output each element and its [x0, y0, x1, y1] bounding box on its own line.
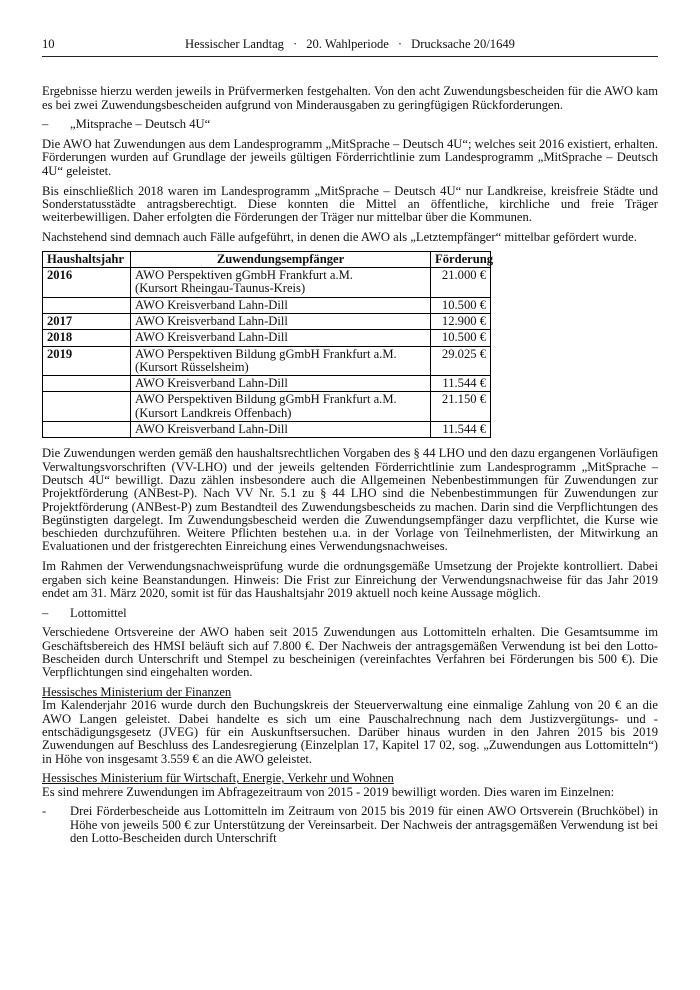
paragraph-pruefvermerke: Ergebnisse hierzu werden jeweils in Prüfvermerken festgehalten. Von den acht Zuwendungsbescheiden für die AWO kam es bei zwei Zuwendungsbescheiden aufgrund von Minderausgaben zu geringfügigen Rückforderungen.	[42, 84, 658, 112]
list-text-foerderbescheide: Drei Förderbescheide aus Lottomitteln im Zeitraum von 2015 bis 2019 für einen AWO Ortsverein (Bruchköbel) in Höhe von jeweils 500 € zur Unterstützung der Vereinsarbeit. Der Nachweis der antragsgemäßen Verwendung ist bei den Lotto-Bescheiden durch Unterschrift	[70, 804, 658, 846]
table-row	[43, 422, 491, 438]
cell-amount: 11.544 €	[431, 376, 491, 392]
cell-recipient	[131, 422, 431, 438]
cell-recipient	[131, 392, 431, 422]
recipient-line: AWO Kreisverband Lahn-Dill	[135, 330, 288, 345]
list-item-mitsprache	[42, 118, 658, 131]
paragraph-gemaess-lho: Die Zuwendungen werden gemäß den haushaltsrechtlichen Vorgaben des § 44 LHO und den dazu ergangenen Vorläufigen Verwaltungsvorschriften (VV-LHO) und der jeweils geltenden Förderrichtlinie zum Landesprogramm „MitSprache – Deutsch 4U“ bewilligt. Dazu zählen insbesondere auch die Allgemeinen Nebenbestimmungen für Zuwendungen zur Projektförderung (ANBest-P). Nach VV Nr. 5.1 zu § 44 LHO sind die Nebenbestimmungen für Zuwendungen zur Projektförderung (ANBest-P) zum Bestandteil des Zuwendungsbescheids zu machen. Darin sind die Verpflichtungen des Begünstigten dargelegt. Im Zuwendungsbescheid werden die Zuwendungsempfänger dazu verpflichtet, die Kurse wie beschieden durchzuführen. Weitere Pflichten bestehen u.a. in der Vorlage von Teilnehmerlisten, der Mitwirkung an Evaluationen und der fristgerechten Einreichung eines Verwendungsnachweises.	[42, 446, 658, 554]
list-item-foerderbescheide	[42, 805, 658, 845]
list-item-lottomittel	[42, 607, 658, 620]
heading-text-finanzen: Hessisches Ministerium der Finanzen	[42, 685, 232, 700]
list-marker: –	[42, 117, 49, 132]
cell-amount: 21.000 €	[431, 268, 491, 298]
cell-year	[43, 376, 131, 392]
cell-recipient	[131, 330, 431, 346]
paragraph-nachstehend: Nachstehend sind demnach auch Fälle aufgeführt, in denen die AWO als „Letztempfänger“ mittelbar gefördert wurde.	[42, 229, 637, 244]
recipient-line: (Kursort Rüsselsheim)	[135, 359, 249, 374]
header-separator-dot: ·	[292, 37, 298, 51]
column-header-haushaltsjahr: Haushaltsjahr	[43, 251, 131, 267]
table-row	[43, 330, 491, 346]
heading-ministerium-wirtschaft	[42, 772, 658, 785]
header-title-part-wahlperiode: 20. Wahlperiode	[306, 37, 389, 51]
table-row	[43, 313, 491, 329]
cell-year	[43, 422, 131, 438]
column-header-zuwendungsempfaenger: Zuwendungsempfänger	[131, 251, 431, 267]
paragraph-verwendungsnachweis: Im Rahmen der Verwendungsnachweisprüfung wurde die ordnungsgemäße Umsetzung der Projekte kontrolliert. Dabei ergaben sich keine Beanstandungen. Hinweis: Die Frist zur Einreichung der Verwendungsnachweise für das Jahr 2019 endet am 31. März 2020, somit ist für das Haushaltsjahr 2019 aktuell noch keine Aussage möglich.	[42, 559, 658, 600]
header-title-part-drucksache: Drucksache 20/1649	[411, 37, 515, 51]
page-header	[42, 38, 658, 51]
cell-year	[43, 392, 131, 422]
heading-text-wirtschaft: Hessisches Ministerium für Wirtschaft, Energie, Verkehr und Wohnen	[42, 771, 394, 786]
table-row	[43, 376, 491, 392]
paragraph-wirtschaft: Es sind mehrere Zuwendungen im Abfragezeitraum von 2015 - 2019 bewilligt worden. Dies waren im Einzelnen:	[42, 784, 615, 799]
recipient-line: AWO Kreisverband Lahn-Dill	[135, 376, 288, 391]
table-row	[43, 268, 491, 298]
list-marker: –	[42, 605, 49, 620]
paragraph-ortsvereine: Verschiedene Ortsvereine der AWO haben seit 2015 Zuwendungen aus Lottomitteln erhalten. Die Gesamtsumme im Geschäftsbereich des HMSI beläuft sich auf 7.800 €. Der Nachweis der antragsgemäßen Verwendung ist bei den Lotto-Bescheiden durch Unterschrift und Stempel zu bescheinigen (vereinfachtes Verfahren bei Förderungen bis 500 €). Die Verpflichtungen sind eingehalten worden.	[42, 625, 658, 680]
paragraph-finanzen: Im Kalenderjahr 2016 wurde durch den Buchungskreis der Steuerverwaltung eine einmalige Zahlung von 20 € an die AWO Langen geleistet. Dabei handelte es sich um eine Pauschalrechnung nach dem Justizvergütungs- und -entschädigungsgesetz (JVEG) für ein Auskunftsersuchen. Darüber hinaus wurden in den Jahren 2015 bis 2019 Zuwendungen auf Beschluss des Landesregierung (Einzelplan 17, Kapitel 17 02, sog. „Zuwendungen aus Lottomitteln“) in Höhe von insgesamt 3.559 € an die AWO geleistet.	[42, 698, 658, 766]
heading-ministerium-finanzen	[42, 686, 658, 699]
paragraph-bis-2018: Bis einschließlich 2018 waren im Landesprogramm „MitSprache – Deutsch 4U“ nur Landkreise, kreisfreie Städte und Sonderstatusstädte antragsberechtigt. Diese konnten die Mittel an öffentliche, kirchliche und freie Träger weiterbewilligen. Daher erfolgten die Förderungen der Träger nur mittelbar über die Kommunen.	[42, 183, 658, 225]
cell-year: 2016	[43, 268, 131, 298]
cell-amount: 21.150 €	[431, 392, 491, 422]
cell-recipient	[131, 376, 431, 392]
list-marker: -	[42, 804, 47, 819]
cell-year	[43, 297, 131, 313]
cell-amount: 11.544 €	[431, 422, 491, 438]
cell-year: 2017	[43, 313, 131, 329]
cell-recipient	[131, 268, 431, 298]
list-text-lottomittel: Lottomittel	[70, 605, 127, 620]
header-title	[185, 38, 515, 51]
cell-recipient	[131, 346, 431, 376]
paragraph-awo-zuwendungen: Die AWO hat Zuwendungen aus dem Landesprogramm „MitSprache – Deutsch 4U“; welches seit 2016 existiert, erhalten. Förderungen wurden auf Grundlage der jeweils gültigen Förderrichtlinie zum Landesprogramm „MitSprache – Deutsch 4U“ geleistet.	[42, 137, 658, 178]
cell-recipient	[131, 297, 431, 313]
header-separator-dot: ·	[397, 37, 403, 51]
column-header-foerderung: Förderung	[431, 251, 491, 267]
cell-amount: 29.025 €	[431, 346, 491, 376]
cell-recipient	[131, 313, 431, 329]
table-row	[43, 392, 491, 422]
recipient-line: AWO Kreisverband Lahn-Dill	[135, 297, 288, 312]
cell-year: 2019	[43, 346, 131, 376]
table-header-row	[43, 251, 491, 267]
recipient-line: AWO Kreisverband Lahn-Dill	[135, 313, 288, 328]
header-title-part-landtag: Hessischer Landtag	[185, 37, 284, 51]
table-row	[43, 297, 491, 313]
header-divider	[42, 56, 658, 57]
cell-amount: 10.500 €	[431, 297, 491, 313]
page-number: 10	[42, 37, 55, 51]
cell-year: 2018	[43, 330, 131, 346]
cell-amount: 10.500 €	[431, 330, 491, 346]
list-text-mitsprache: „Mitsprache – Deutsch 4U“	[70, 117, 211, 132]
recipient-line: AWO Perspektiven gGmbH Frankfurt a.M.	[135, 268, 353, 283]
recipient-line: AWO Perspektiven Bildung gGmbH Frankfurt a.M.	[135, 392, 397, 407]
recipient-line: (Kursort Landkreis Offenbach)	[135, 405, 292, 420]
recipient-line: (Kursort Rheingau-Taunus-Kreis)	[135, 281, 306, 296]
recipient-line: AWO Kreisverband Lahn-Dill	[135, 422, 288, 437]
cell-amount: 12.900 €	[431, 313, 491, 329]
table-row	[43, 346, 491, 376]
recipient-line: AWO Perspektiven Bildung gGmbH Frankfurt a.M.	[135, 346, 397, 361]
funding-table	[42, 251, 494, 439]
